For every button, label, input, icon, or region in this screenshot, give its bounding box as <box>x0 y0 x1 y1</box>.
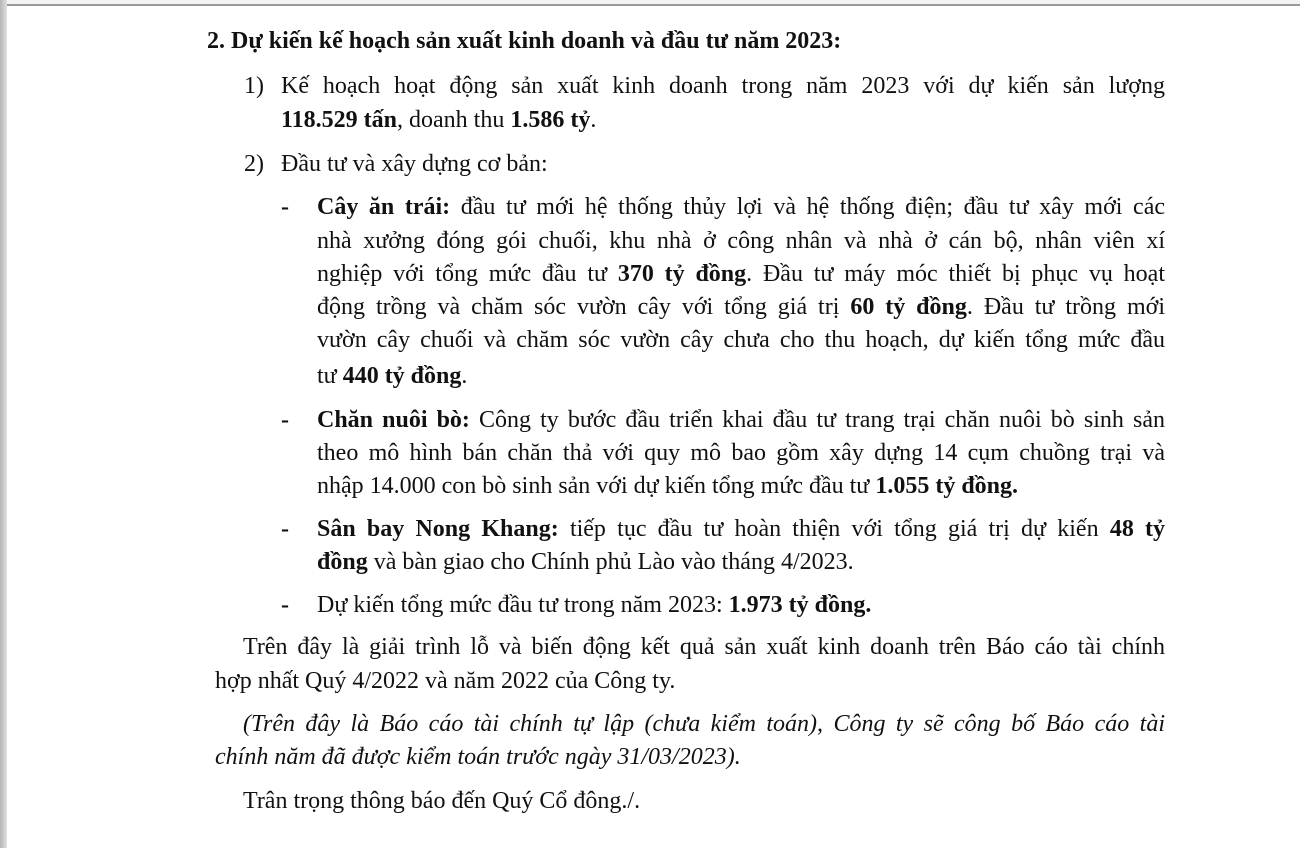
item-1-number: 1) <box>244 73 264 99</box>
item-2-number: 2) <box>244 151 264 177</box>
fruit-line-2: nhà xưởng đóng gói chuối, khu nhà ở công nhân và nhà ở cán bộ, nhân viên xí <box>317 228 1165 254</box>
output-tons: 118.529 tấn <box>281 107 398 133</box>
fruit-line-6 <box>317 360 467 393</box>
text-segment: Công ty bước đầu triển khai đầu tư trang trại chăn nuôi bò sinh sản <box>469 407 1166 433</box>
page-edge <box>0 0 7 848</box>
bullet-dash: - <box>281 592 289 618</box>
item-1-line-1: Kế hoạch hoạt động sản xuất kinh doanh trong năm 2023 với dự kiến sản lượng <box>281 73 1165 99</box>
text-segment: , doanh thu <box>397 107 511 133</box>
text-segment: đầu tư mới hệ thống thủy lợi và hệ thống điện; đầu tư xây mới các <box>450 194 1166 220</box>
cattle-line-2: theo mô hình bán chăn thả với quy mô bao gồm xây dựng 14 cụm chuồng trại và <box>317 440 1165 466</box>
text-segment: . <box>590 107 597 133</box>
airport-line-1 <box>317 513 1165 546</box>
total-line <box>317 589 871 622</box>
text-segment: Dự kiến tổng mức đầu tư trong năm 2023: <box>317 592 729 618</box>
text-segment: . Đầu tư máy móc thiết bị phục vụ hoạt <box>746 261 1166 287</box>
text-segment: . Đầu tư trồng mới <box>966 294 1165 320</box>
text-segment: động trồng và chăm sóc vườn cây với tổng giá trị <box>317 294 851 320</box>
text-segment: tiếp tục đầu tư hoàn thiện với tổng giá trị dự kiến <box>558 516 1110 542</box>
revenue-value: 1.586 tỷ <box>510 107 591 133</box>
fruit-title: Cây ăn trái: <box>317 194 451 220</box>
note-line-2: chính năm đã được kiểm toán trước ngày 31/03/2023). <box>215 744 741 770</box>
regards-line: Trân trọng thông báo đến Quý Cổ đông./. <box>243 788 641 814</box>
text-segment: nhập 14.000 con bò sinh sản với dự kiến tổng mức đầu tư <box>317 473 876 499</box>
airport-value-unit: đồng <box>317 549 368 575</box>
note-line-1: (Trên đây là Báo cáo tài chính tự lập (chưa kiểm toán), Công ty sẽ công bố Báo cáo tài <box>243 711 1165 737</box>
closing-line-2: hợp nhất Quý 4/2022 và năm 2022 của Công ty. <box>215 668 676 694</box>
airport-title: Sân bay Nong Khang: <box>317 516 559 542</box>
text-segment: nghiệp với tổng mức đầu tư <box>317 261 618 287</box>
fruit-line-4 <box>317 291 1165 324</box>
cattle-investment-value: 1.055 tỷ đồng. <box>875 473 1019 499</box>
cattle-line-3 <box>317 470 1018 503</box>
total-investment-value: 1.973 tỷ đồng. <box>728 592 872 618</box>
fruit-line-5: vườn cây chuối và chăm sóc vườn cây chưa cho thu hoạch, dự kiến tổng mức đầu <box>317 327 1165 353</box>
banana-investment-value: 440 tỷ đồng <box>342 363 462 389</box>
text-segment: . <box>461 363 468 389</box>
machinery-value: 60 tỷ đồng <box>850 294 967 320</box>
bullet-dash: - <box>281 516 289 542</box>
item-1-line-2 <box>281 104 596 137</box>
bullet-dash: - <box>281 407 289 433</box>
item-2-label: Đầu tư và xây dựng cơ bản: <box>281 151 548 177</box>
airport-value: 48 tỷ <box>1109 516 1166 542</box>
closing-line-1: Trên đây là giải trình lỗ và biến động kết quả sản xuất kinh doanh trên Báo cáo tài chính <box>243 634 1165 660</box>
section-heading: 2. Dự kiến kế hoạch sản xuất kinh doanh và đầu tư năm 2023: <box>207 28 842 54</box>
cattle-title: Chăn nuôi bò: <box>317 407 470 433</box>
fruit-line-1 <box>317 191 1165 224</box>
bullet-dash: - <box>281 194 289 220</box>
text-segment: tư <box>317 363 343 389</box>
airport-line-2 <box>317 546 854 579</box>
fruit-line-3 <box>317 258 1165 291</box>
fruit-investment-value: 370 tỷ đồng <box>617 261 747 287</box>
cattle-line-1 <box>317 404 1165 437</box>
text-segment: và bàn giao cho Chính phủ Lào vào tháng 4/2023. <box>367 549 854 575</box>
